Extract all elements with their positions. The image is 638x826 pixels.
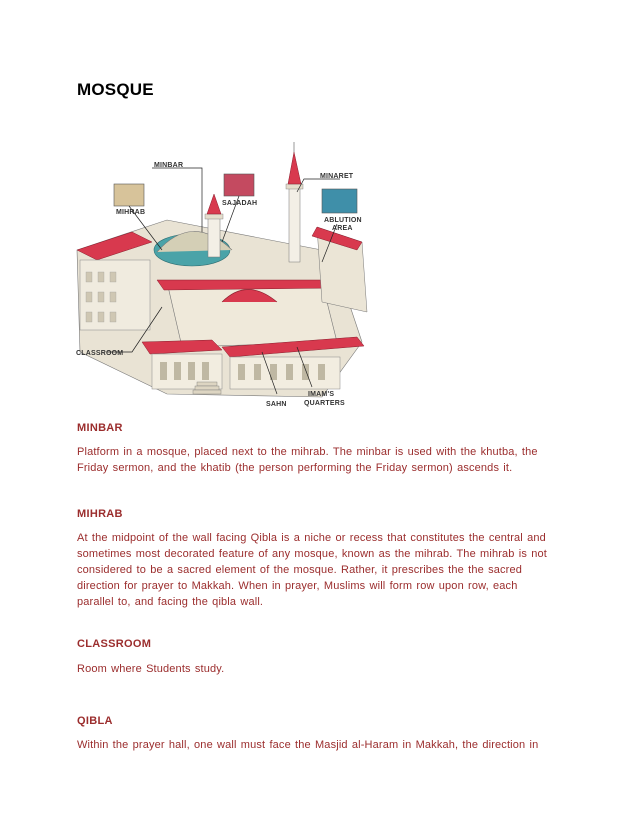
section-body-classroom — [77, 661, 567, 677]
section-heading-qibla: QIBLA — [77, 715, 113, 727]
paragraph-line: direction for prayer to Makkah. When in prayer, Muslims will form row upon row, each — [77, 580, 518, 592]
label-ablution-area: AREA — [332, 225, 353, 232]
label-sajadah: SAJADAH — [222, 200, 258, 207]
label-sahn: SAHN — [266, 401, 287, 408]
page-title: MOSQUE — [77, 80, 154, 99]
paragraph-line: considered to be a sacred element of the mosque. Rather, it prescribes the the sacred — [77, 564, 522, 576]
mosque-diagram — [72, 132, 372, 412]
label-classroom: CLASSROOM — [76, 350, 124, 357]
label-imams-quarters: QUARTERS — [304, 400, 345, 407]
paragraph-line: sometimes most decorated feature of any mosque, known as the mihrab. The mihrab is not — [77, 548, 547, 560]
paragraph-line: At the midpoint of the wall facing Qibla is a niche or recess that constitutes the central and — [77, 532, 546, 544]
paragraph-line: Friday sermon, and the khatib (the person performing the Friday sermon) ascends it. — [77, 462, 513, 474]
mihrab-thumbnail — [114, 184, 144, 206]
section-body-minbar — [77, 444, 567, 476]
paragraph-line: Platform in a mosque, placed next to the mihrab. The minbar is used with the khutba, the — [77, 446, 538, 458]
paragraph-line: Within the prayer hall, one wall must face the Masjid al-Haram in Makkah, the direction in — [77, 739, 539, 751]
section-body-qibla — [77, 737, 567, 753]
label-minaret: MINARET — [320, 173, 354, 180]
label-ablution: ABLUTION — [324, 217, 362, 224]
paragraph-line: parallel to, and facing the qibla wall. — [77, 596, 264, 608]
ablution-thumbnail — [322, 189, 357, 213]
label-imams: IMAM'S — [308, 391, 335, 398]
section-body-mihrab — [77, 530, 567, 610]
paragraph-line: Room where Students study. — [77, 663, 225, 675]
section-heading-classroom: CLASSROOM — [77, 638, 152, 650]
label-mihrab: MIHRAB — [116, 209, 146, 216]
sajadah-thumbnail — [224, 174, 254, 196]
section-heading-minbar: MINBAR — [77, 422, 123, 434]
label-minbar: MINBAR — [154, 162, 184, 169]
section-heading-mihrab: MIHRAB — [77, 508, 123, 520]
